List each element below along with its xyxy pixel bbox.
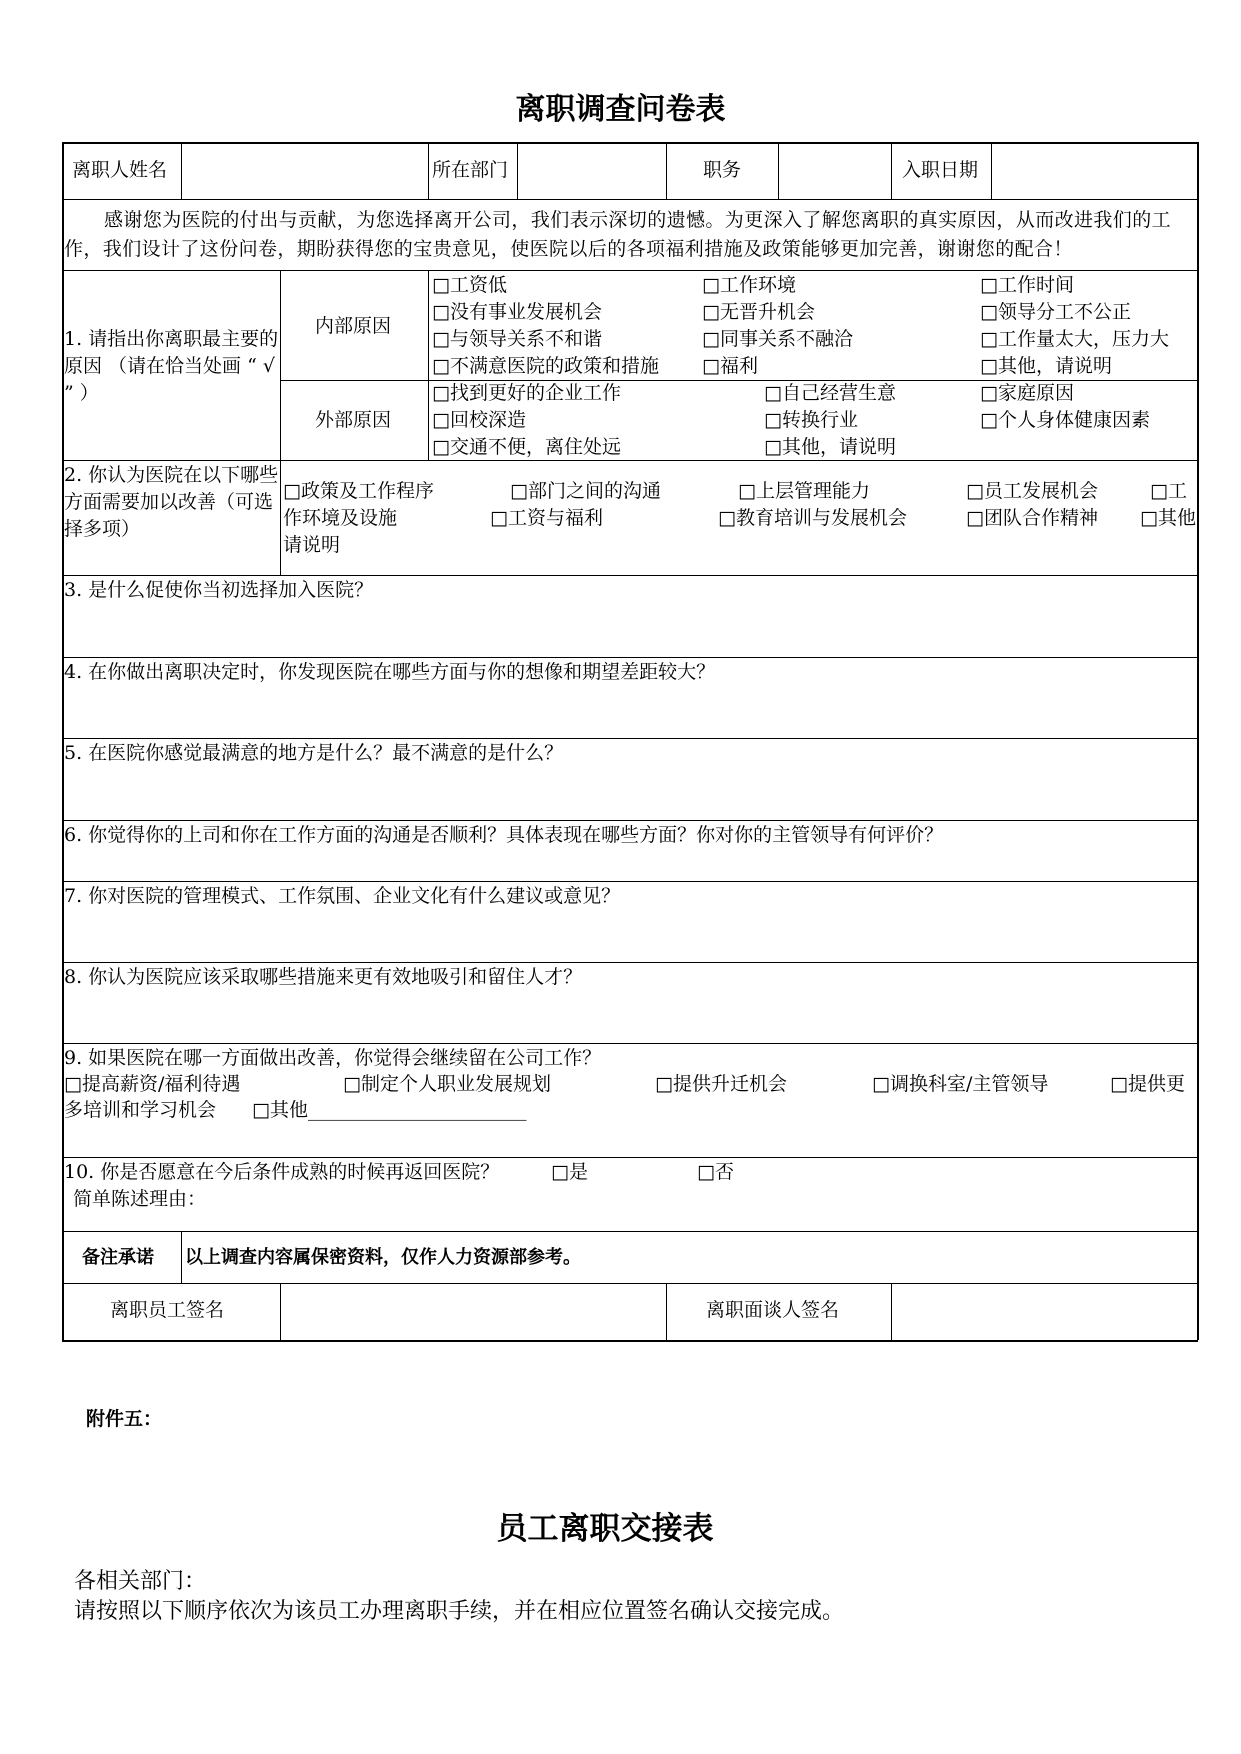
q2-option-salary[interactable]: □工资与福利	[490, 507, 603, 529]
name-field[interactable]	[183, 144, 427, 198]
option-unfair-division[interactable]: □领导分工不公正	[980, 301, 1131, 323]
q10-question: 10. 你是否愿意在今后条件成熟的时候再返回医院？	[64, 1161, 500, 1183]
option-policy-dissatisfied[interactable]: □不满意医院的政策和措施	[432, 355, 659, 377]
survey-title: 离职调查问卷表	[515, 92, 726, 127]
q2-option-teamwork[interactable]: □团队合作精神	[966, 507, 1098, 529]
q3-answer-area[interactable]	[64, 606, 1196, 656]
interviewer-signature-label: 离职面谈人签名	[706, 1299, 840, 1321]
option-external-other[interactable]: □其他，请说明	[764, 436, 896, 458]
q2-other-explain: 请说明	[283, 534, 341, 556]
q1-question: 1. 请指出你离职最主要的原因 （请在恰当处画 “ √ ” ）	[64, 328, 279, 404]
position-label: 职务	[703, 159, 742, 181]
internal-reasons-label: 内部原因	[315, 315, 392, 337]
q2-option-other[interactable]: □其他	[1140, 507, 1196, 529]
dept-label: 所在部门	[432, 159, 509, 181]
option-benefits[interactable]: □福利	[702, 355, 758, 377]
intro-text: 感谢您为医院的付出与贡献，为您选择离开公司，我们表示深切的遗憾。为更深入了解您离职的真实原因，从而改进我们的工作，我们设计了这份问卷，期盼获得您的宝贵意见，使医院以后的各项福利措施及政策能够更加完善，谢谢您的配合！	[64, 209, 1172, 260]
option-work-environment[interactable]: □工作环境	[702, 274, 796, 296]
q7-answer-area[interactable]	[64, 912, 1196, 961]
option-no-promotion[interactable]: □无晋升机会	[702, 301, 815, 323]
option-health[interactable]: □个人身体健康因素	[980, 409, 1150, 431]
q3-question: 3. 是什么促使你当初选择加入医院？	[64, 579, 374, 601]
attachment-label: 附件五：	[86, 1408, 163, 1430]
handover-recipients: 各相关部门：	[74, 1569, 207, 1594]
entry-date-label: 入职日期	[902, 159, 979, 181]
employee-signature-field[interactable]	[282, 1285, 665, 1339]
handover-instruction: 请按照以下顺序依次为该员工办理离职手续，并在相应位置签名确认交接完成。	[74, 1599, 845, 1624]
q10-no-checkbox[interactable]: □否	[697, 1161, 734, 1183]
q6-question: 6. 你觉得你的上司和你在工作方面的沟通是否顺利？具体表现在哪些方面？你对你的主管领导有何评价？	[64, 824, 944, 846]
option-colleague-relation[interactable]: □同事关系不融洽	[702, 328, 853, 350]
q2-option-environment-start[interactable]: □工	[1150, 480, 1187, 502]
q9-option-transfer[interactable]: □调换科室/主管领导	[872, 1073, 1049, 1095]
q10-reason-label: 简单陈述理由：	[73, 1188, 207, 1210]
handover-title: 员工离职交接表	[496, 1511, 714, 1547]
option-no-career[interactable]: □没有事业发展机会	[432, 301, 602, 323]
q8-question: 8. 你认为医院应该采取哪些措施来更有效地吸引和留住人才？	[64, 966, 583, 988]
q7-question: 7. 你对医院的管理模式、工作氛围、企业文化有什么建议或意见？	[64, 885, 621, 907]
q5-question: 5. 在医院你感觉最满意的地方是什么？最不满意的是什么？	[64, 742, 564, 764]
q10-yes-checkbox[interactable]: □是	[551, 1161, 588, 1183]
option-change-industry[interactable]: □转换行业	[764, 409, 858, 431]
q9-option-promotion[interactable]: □提供升迁机会	[655, 1073, 787, 1095]
q9-option-training-start[interactable]: □提供更	[1110, 1073, 1185, 1095]
employee-signature-label: 离职员工签名	[110, 1299, 225, 1321]
entry-date-field[interactable]	[993, 144, 1196, 198]
q2-option-environment-end: 作环境及设施	[283, 507, 398, 529]
q6-answer-area[interactable]	[64, 851, 1196, 880]
q2-question: 2. 你认为医院在以下哪些方面需要加以改善（可选择多项）	[64, 464, 279, 540]
q5-answer-area[interactable]	[64, 769, 1196, 819]
interviewer-signature-field[interactable]	[893, 1285, 1196, 1339]
option-leader-relation[interactable]: □与领导关系不和谐	[432, 328, 602, 350]
q9-option-career-plan[interactable]: □制定个人职业发展规划	[343, 1073, 551, 1095]
q4-answer-area[interactable]	[64, 688, 1196, 737]
option-workload[interactable]: □工作量太大，压力大	[980, 328, 1169, 350]
dept-field[interactable]	[519, 144, 665, 198]
q2-option-development[interactable]: □员工发展机会	[966, 480, 1098, 502]
note-text: 以上调查内容属保密资料，仅作人力资源部参考。	[185, 1247, 581, 1268]
q4-question: 4. 在你做出离职决定时，你发现医院在哪些方面与你的想像和期望差距较大？	[64, 661, 716, 683]
q2-option-management[interactable]: □上层管理能力	[738, 480, 870, 502]
note-label: 备注承诺	[82, 1247, 154, 1268]
option-better-job[interactable]: □找到更好的企业工作	[432, 382, 621, 404]
q9-option-other[interactable]: □其他_______________________	[252, 1099, 527, 1121]
option-traffic[interactable]: □交通不便，离住处远	[432, 436, 621, 458]
option-low-salary[interactable]: □工资低	[432, 274, 507, 296]
option-family[interactable]: □家庭原因	[980, 382, 1074, 404]
q9-option-training-end: 多培训和学习机会	[64, 1099, 217, 1121]
option-internal-other[interactable]: □其他，请说明	[980, 355, 1112, 377]
q2-option-communication[interactable]: □部门之间的沟通	[510, 480, 661, 502]
q9-question: 9. 如果医院在哪一方面做出改善，你觉得会继续留在公司工作？	[64, 1047, 602, 1069]
option-further-study[interactable]: □回校深造	[432, 409, 526, 431]
position-field[interactable]	[780, 144, 890, 198]
q2-option-training[interactable]: □教育培训与发展机会	[718, 507, 907, 529]
external-reasons-label: 外部原因	[315, 409, 392, 431]
option-own-business[interactable]: □自己经营生意	[764, 382, 896, 404]
name-label: 离职人姓名	[72, 159, 168, 181]
q2-option-policy[interactable]: □政策及工作程序	[283, 480, 434, 502]
q8-answer-area[interactable]	[64, 993, 1196, 1042]
q9-option-salary[interactable]: □提高薪资/福利待遇	[64, 1073, 241, 1095]
option-work-hours[interactable]: □工作时间	[980, 274, 1074, 296]
